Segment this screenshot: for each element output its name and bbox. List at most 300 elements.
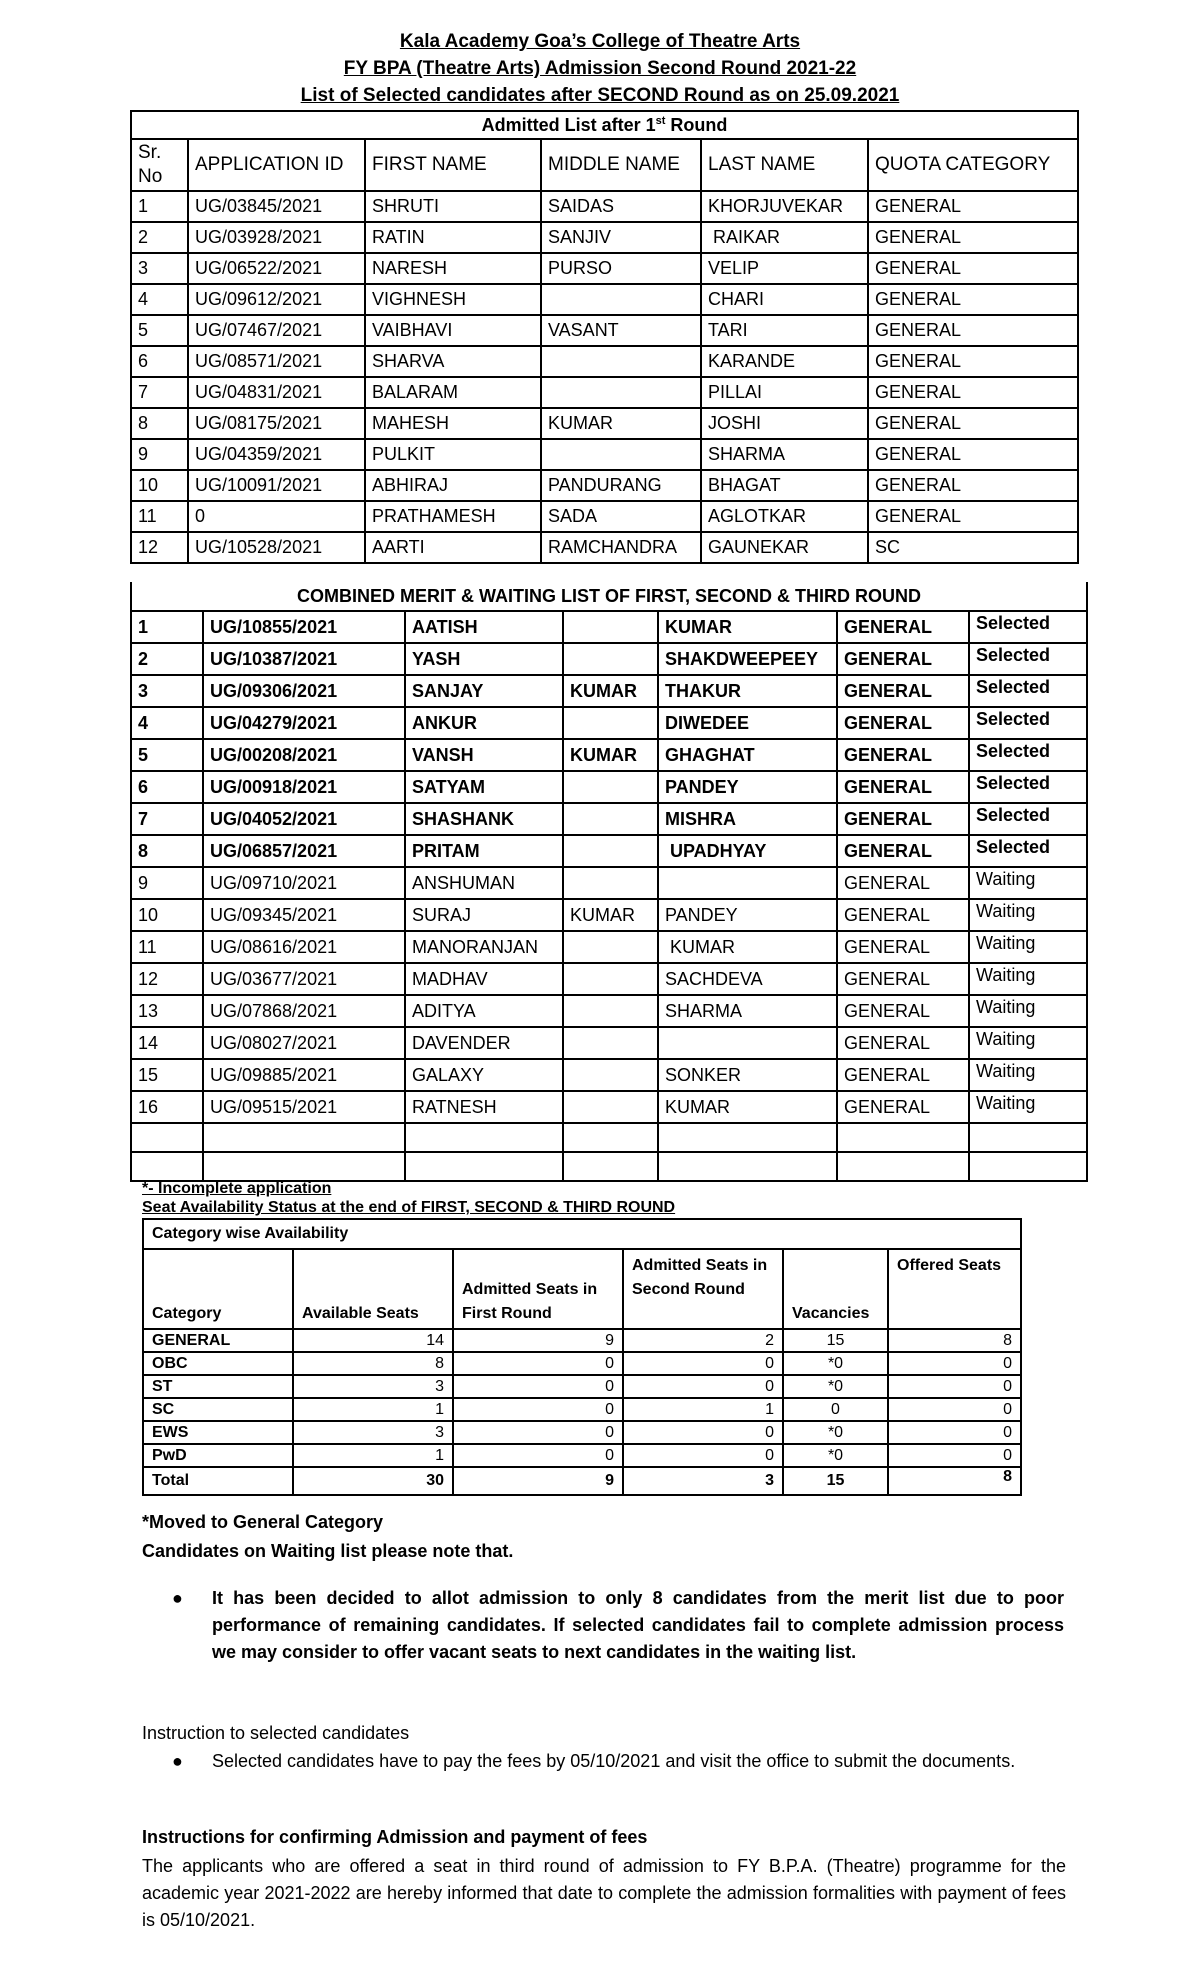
table-row: [131, 867, 1087, 899]
table-cell: SHARMA: [658, 995, 837, 1027]
table-cell: DIWEDEE: [658, 707, 837, 739]
table-cell: GALAXY: [405, 1059, 563, 1091]
table-cell: GENERAL: [837, 899, 969, 931]
table-cell: UPADHYAY: [658, 835, 837, 867]
table-row: [131, 191, 1078, 222]
confirm-heading: Instructions for confirming Admission and payment of fees: [142, 1827, 648, 1847]
table-cell: RAMCHANDRA: [541, 532, 701, 563]
category-cell: ST: [143, 1375, 293, 1398]
table-cell: [563, 835, 658, 867]
table-cell: 3: [131, 675, 203, 707]
table-cell: 7: [131, 803, 203, 835]
table-cell: [563, 1059, 658, 1091]
empty-cell: [658, 1123, 837, 1152]
table-cell: [563, 1027, 658, 1059]
table-cell: GENERAL: [868, 253, 1078, 284]
table-cell: GENERAL: [837, 1091, 969, 1123]
number-cell: 30: [293, 1467, 453, 1495]
number-cell: *0: [783, 1375, 888, 1398]
table-row: [131, 1059, 1087, 1091]
table-cell: KHORJUVEKAR: [701, 191, 868, 222]
table-row: [143, 1444, 1021, 1467]
table-cell: GENERAL: [837, 643, 969, 675]
table-cell: KUMAR: [658, 611, 837, 643]
category-cell: EWS: [143, 1421, 293, 1444]
table-cell: SC: [868, 532, 1078, 563]
table-cell: GENERAL: [837, 835, 969, 867]
table-cell: GENERAL: [837, 1027, 969, 1059]
table-row: [131, 835, 1087, 867]
number-cell: 0: [453, 1375, 623, 1398]
table-row: [131, 995, 1087, 1027]
table-cell: 7: [131, 377, 188, 408]
number-cell: 0: [888, 1421, 1021, 1444]
number-cell: 3: [293, 1375, 453, 1398]
number-cell: 0: [888, 1398, 1021, 1421]
table-cell: YASH: [405, 643, 563, 675]
number-cell: 1: [623, 1398, 783, 1421]
table-cell: SANJAY: [405, 675, 563, 707]
table-cell: 5: [131, 739, 203, 771]
table-cell: 8: [131, 408, 188, 439]
table-cell: UG/09515/2021: [203, 1091, 405, 1123]
table-row: [143, 1352, 1021, 1375]
list-title: List of Selected candidates after SECOND Round as on 25.09.2021: [300, 85, 900, 106]
table-row: [131, 501, 1078, 532]
number-cell: 0: [888, 1375, 1021, 1398]
table-cell: AARTI: [365, 532, 541, 563]
status-cell: Waiting: [969, 995, 1087, 1027]
table-cell: UG/09612/2021: [188, 284, 365, 315]
col-header-category: Category: [143, 1249, 293, 1329]
table-cell: VAIBHAVI: [365, 315, 541, 346]
status-cell: Selected: [969, 835, 1087, 867]
table-cell: UG/09885/2021: [203, 1059, 405, 1091]
table-cell: KUMAR: [563, 899, 658, 931]
table-cell: UG/09345/2021: [203, 899, 405, 931]
table-cell: UG/08027/2021: [203, 1027, 405, 1059]
table-cell: KARANDE: [701, 346, 868, 377]
empty-cell: [405, 1123, 563, 1152]
table-cell: KUMAR: [658, 1091, 837, 1123]
number-cell: *0: [783, 1444, 888, 1467]
table-cell: UG/03845/2021: [188, 191, 365, 222]
table-row: [131, 803, 1087, 835]
table-cell: PANDEY: [658, 771, 837, 803]
table-cell: 15: [131, 1059, 203, 1091]
table-cell: GENERAL: [868, 470, 1078, 501]
table-cell: SHARMA: [701, 439, 868, 470]
number-cell: 14: [293, 1329, 453, 1352]
number-cell: 0: [623, 1444, 783, 1467]
table-cell: GENERAL: [868, 501, 1078, 532]
table-cell: ANKUR: [405, 707, 563, 739]
table-cell: 10: [131, 899, 203, 931]
status-cell: Selected: [969, 675, 1087, 707]
number-cell: 8: [888, 1467, 1021, 1495]
table-cell: AGLOTKAR: [701, 501, 868, 532]
bullet-allot-text: It has been decided to allot admission to only 8 candidates from the merit list due to poor performance of remaining candidates. If selected candidates fail to complete admission process we may consider to offer vacant seats to next candidates in the waiting list.: [212, 1588, 1064, 1662]
category-cell: GENERAL: [143, 1329, 293, 1352]
table-cell: UG/07868/2021: [203, 995, 405, 1027]
table-cell: PULKIT: [365, 439, 541, 470]
empty-row: [131, 1123, 1087, 1152]
table-cell: 13: [131, 995, 203, 1027]
table-cell: [658, 1027, 837, 1059]
table-cell: KUMAR: [563, 739, 658, 771]
table-row: [143, 1421, 1021, 1444]
table-cell: UG/06857/2021: [203, 835, 405, 867]
status-cell: Selected: [969, 707, 1087, 739]
status-cell: Waiting: [969, 1027, 1087, 1059]
table-cell: UG/03928/2021: [188, 222, 365, 253]
number-cell: 0: [623, 1421, 783, 1444]
empty-cell: [658, 1152, 837, 1181]
table-row: [131, 675, 1087, 707]
table-cell: GENERAL: [868, 346, 1078, 377]
table-row: [131, 739, 1087, 771]
number-cell: 0: [623, 1352, 783, 1375]
number-cell: 9: [453, 1467, 623, 1495]
empty-cell: [131, 1123, 203, 1152]
table-cell: RATIN: [365, 222, 541, 253]
merit-list-caption: COMBINED MERIT & WAITING LIST OF FIRST, SECOND & THIRD ROUND: [131, 582, 1087, 611]
table-cell: RATNESH: [405, 1091, 563, 1123]
table-cell: VANSH: [405, 739, 563, 771]
status-cell: Selected: [969, 643, 1087, 675]
admitted-list-caption: Admitted List after 1st Round: [131, 111, 1078, 139]
table-cell: PRATHAMESH: [365, 501, 541, 532]
col-header-first-name: FIRST NAME: [365, 139, 541, 191]
number-cell: *0: [783, 1421, 888, 1444]
table-cell: GHAGHAT: [658, 739, 837, 771]
table-row: [131, 707, 1087, 739]
table-cell: TARI: [701, 315, 868, 346]
table-row: [131, 377, 1078, 408]
number-cell: 0: [453, 1398, 623, 1421]
table-cell: ANSHUMAN: [405, 867, 563, 899]
number-cell: 0: [783, 1398, 888, 1421]
status-cell: Waiting: [969, 899, 1087, 931]
number-cell: *0: [783, 1352, 888, 1375]
empty-cell: [405, 1152, 563, 1181]
table-cell: [541, 346, 701, 377]
table-cell: 4: [131, 284, 188, 315]
status-cell: Selected: [969, 803, 1087, 835]
confirm-paragraph: The applicants who are offered a seat in third round of admission to FY B.P.A. (Theatre) programme for the academic year 2021-2022 are hereby informed that date to complete the admission formalities with payment of fees is 05/10/2021.: [142, 1856, 1066, 1930]
table-cell: PILLAI: [701, 377, 868, 408]
table-cell: 9: [131, 867, 203, 899]
table-cell: KUMAR: [541, 408, 701, 439]
table-cell: MANORANJAN: [405, 931, 563, 963]
empty-cell: [203, 1152, 405, 1181]
category-cell: Total: [143, 1467, 293, 1495]
table-cell: 6: [131, 771, 203, 803]
table-cell: SANJIV: [541, 222, 701, 253]
table-cell: [658, 867, 837, 899]
table-cell: [563, 611, 658, 643]
col-header-application-id: APPLICATION ID: [188, 139, 365, 191]
table-cell: 1: [131, 611, 203, 643]
table-cell: [563, 643, 658, 675]
table-cell: GENERAL: [868, 284, 1078, 315]
table-cell: [563, 771, 658, 803]
table-cell: SADA: [541, 501, 701, 532]
table-row: [131, 284, 1078, 315]
instruction-heading: Instruction to selected candidates: [142, 1723, 410, 1743]
table-cell: GENERAL: [868, 191, 1078, 222]
table-cell: 0: [188, 501, 365, 532]
empty-cell: [837, 1152, 969, 1181]
table-cell: 2: [131, 643, 203, 675]
table-row: [131, 931, 1087, 963]
table-cell: [563, 867, 658, 899]
table-cell: GENERAL: [837, 1059, 969, 1091]
incomplete-note: *- Incomplete application: [142, 1180, 332, 1197]
table-row: [131, 315, 1078, 346]
waiting-note: Candidates on Waiting list please note that.: [142, 1541, 514, 1561]
number-cell: 1: [293, 1444, 453, 1467]
table-cell: SHRUTI: [365, 191, 541, 222]
table-cell: VASANT: [541, 315, 701, 346]
table-row: [131, 1027, 1087, 1059]
number-cell: 3: [623, 1467, 783, 1495]
number-cell: 0: [623, 1375, 783, 1398]
table-cell: GENERAL: [837, 995, 969, 1027]
table-row: [131, 963, 1087, 995]
col-header-vacancies: Vacancies: [783, 1249, 888, 1329]
table-row: [131, 899, 1087, 931]
category-cell: SC: [143, 1398, 293, 1421]
empty-cell: [131, 1152, 203, 1181]
table-cell: THAKUR: [658, 675, 837, 707]
moved-note: *Moved to General Category: [142, 1512, 384, 1532]
table-cell: SURAJ: [405, 899, 563, 931]
table-cell: CHARI: [701, 284, 868, 315]
table-cell: UG/04052/2021: [203, 803, 405, 835]
table-cell: UG/10855/2021: [203, 611, 405, 643]
col-header-last-name: LAST NAME: [701, 139, 868, 191]
table-cell: GENERAL: [868, 377, 1078, 408]
table-cell: VELIP: [701, 253, 868, 284]
number-cell: 8: [293, 1352, 453, 1375]
col-header-sr-no: Sr. No: [131, 139, 188, 191]
table-cell: 11: [131, 931, 203, 963]
table-cell: GENERAL: [837, 675, 969, 707]
col-header-offered-seats: Offered Seats: [888, 1249, 1021, 1329]
table-cell: 12: [131, 532, 188, 563]
table-cell: BHAGAT: [701, 470, 868, 501]
table-cell: SAIDAS: [541, 191, 701, 222]
number-cell: 3: [293, 1421, 453, 1444]
table-cell: JOSHI: [701, 408, 868, 439]
category-cell: PwD: [143, 1444, 293, 1467]
table-cell: KUMAR: [658, 931, 837, 963]
table-cell: SONKER: [658, 1059, 837, 1091]
table-cell: UG/08175/2021: [188, 408, 365, 439]
seat-status-heading: Seat Availability Status at the end of FIRST, SECOND & THIRD ROUND: [142, 1199, 676, 1216]
table-cell: 5: [131, 315, 188, 346]
table-cell: GENERAL: [868, 439, 1078, 470]
table-cell: UG/07467/2021: [188, 315, 365, 346]
table-cell: [563, 707, 658, 739]
table-cell: GENERAL: [837, 611, 969, 643]
table-row: [131, 771, 1087, 803]
table-cell: UG/09710/2021: [203, 867, 405, 899]
status-cell: Waiting: [969, 1091, 1087, 1123]
table-row: [131, 346, 1078, 377]
table-cell: SATYAM: [405, 771, 563, 803]
table-cell: 16: [131, 1091, 203, 1123]
table-cell: UG/10528/2021: [188, 532, 365, 563]
table-cell: GENERAL: [837, 867, 969, 899]
table-cell: DAVENDER: [405, 1027, 563, 1059]
status-cell: Waiting: [969, 963, 1087, 995]
table-cell: SACHDEVA: [658, 963, 837, 995]
table-row: [131, 643, 1087, 675]
table-cell: UG/10091/2021: [188, 470, 365, 501]
table-cell: AATISH: [405, 611, 563, 643]
number-cell: 0: [888, 1444, 1021, 1467]
table-cell: GENERAL: [837, 963, 969, 995]
table-cell: GAUNEKAR: [701, 532, 868, 563]
table-cell: 1: [131, 191, 188, 222]
table-cell: UG/04279/2021: [203, 707, 405, 739]
table-cell: [563, 803, 658, 835]
table-cell: 6: [131, 346, 188, 377]
college-title: Kala Academy Goa’s College of Theatre Arts: [399, 31, 801, 52]
empty-cell: [563, 1152, 658, 1181]
table-cell: UG/00918/2021: [203, 771, 405, 803]
table-cell: SHASHANK: [405, 803, 563, 835]
empty-cell: [969, 1123, 1087, 1152]
table-cell: 11: [131, 501, 188, 532]
status-cell: Waiting: [969, 931, 1087, 963]
col-header-middle-name: MIDDLE NAME: [541, 139, 701, 191]
table-row: [143, 1375, 1021, 1398]
table-cell: [563, 931, 658, 963]
table-cell: GENERAL: [837, 707, 969, 739]
seat-table-caption: Category wise Availability: [143, 1219, 1021, 1249]
status-cell: Selected: [969, 611, 1087, 643]
empty-cell: [563, 1123, 658, 1152]
table-cell: PRITAM: [405, 835, 563, 867]
table-row: [131, 222, 1078, 253]
table-cell: GENERAL: [868, 222, 1078, 253]
number-cell: 15: [783, 1467, 888, 1495]
empty-cell: [203, 1123, 405, 1152]
table-cell: PURSO: [541, 253, 701, 284]
number-cell: 15: [783, 1329, 888, 1352]
table-cell: PANDEY: [658, 899, 837, 931]
table-cell: 4: [131, 707, 203, 739]
table-cell: 10: [131, 470, 188, 501]
bullet-pay-fees-text: Selected candidates have to pay the fees by 05/10/2021 and visit the office to submit the documents.: [212, 1751, 1016, 1771]
table-cell: UG/10387/2021: [203, 643, 405, 675]
status-cell: Waiting: [969, 1059, 1087, 1091]
table-row: [131, 532, 1078, 563]
table-cell: GENERAL: [837, 739, 969, 771]
table-cell: SHAKDWEEPEEY: [658, 643, 837, 675]
table-cell: UG/06522/2021: [188, 253, 365, 284]
table-cell: GENERAL: [868, 315, 1078, 346]
table-cell: [541, 377, 701, 408]
table-row: [131, 470, 1078, 501]
status-cell: Selected: [969, 739, 1087, 771]
merit-waiting-table: [130, 582, 1088, 1182]
table-cell: 8: [131, 835, 203, 867]
bullet-dot-icon: ●: [172, 1588, 183, 1608]
number-cell: 0: [888, 1352, 1021, 1375]
table-cell: GENERAL: [837, 803, 969, 835]
table-cell: UG/04831/2021: [188, 377, 365, 408]
table-row: [131, 253, 1078, 284]
empty-cell: [969, 1152, 1087, 1181]
table-cell: MAHESH: [365, 408, 541, 439]
table-cell: MADHAV: [405, 963, 563, 995]
table-cell: RAIKAR: [701, 222, 868, 253]
table-cell: 3: [131, 253, 188, 284]
table-cell: [541, 284, 701, 315]
number-cell: 0: [453, 1444, 623, 1467]
table-cell: GENERAL: [868, 408, 1078, 439]
bullet-dot-icon: ●: [172, 1751, 183, 1771]
table-cell: [563, 1091, 658, 1123]
table-cell: ABHIRAJ: [365, 470, 541, 501]
number-cell: 9: [453, 1329, 623, 1352]
table-cell: UG/04359/2021: [188, 439, 365, 470]
table-cell: 12: [131, 963, 203, 995]
col-header-available-seats: Available Seats: [293, 1249, 453, 1329]
table-cell: 2: [131, 222, 188, 253]
table-cell: 9: [131, 439, 188, 470]
table-cell: UG/00208/2021: [203, 739, 405, 771]
table-cell: UG/08616/2021: [203, 931, 405, 963]
admission-title: FY BPA (Theatre Arts) Admission Second Round 2021-22: [343, 58, 857, 79]
status-cell: Selected: [969, 771, 1087, 803]
table-row: [131, 611, 1087, 643]
table-cell: SHARVA: [365, 346, 541, 377]
table-cell: UG/08571/2021: [188, 346, 365, 377]
empty-row: [131, 1152, 1087, 1181]
status-cell: Waiting: [969, 867, 1087, 899]
table-cell: MISHRA: [658, 803, 837, 835]
table-cell: [563, 963, 658, 995]
category-cell: OBC: [143, 1352, 293, 1375]
table-cell: NARESH: [365, 253, 541, 284]
table-cell: KUMAR: [563, 675, 658, 707]
table-cell: UG/03677/2021: [203, 963, 405, 995]
table-cell: GENERAL: [837, 771, 969, 803]
col-header-quota-category: QUOTA CATEGORY: [868, 139, 1078, 191]
number-cell: 0: [453, 1352, 623, 1375]
table-cell: ADITYA: [405, 995, 563, 1027]
total-row: [143, 1467, 1021, 1495]
col-header-admitted-second: Admitted Seats in Second Round: [623, 1249, 783, 1329]
table-row: [131, 439, 1078, 470]
table-cell: UG/09306/2021: [203, 675, 405, 707]
table-row: [131, 408, 1078, 439]
number-cell: 1: [293, 1398, 453, 1421]
admitted-list-table: [130, 110, 1079, 564]
empty-cell: [837, 1123, 969, 1152]
table-cell: PANDURANG: [541, 470, 701, 501]
table-cell: BALARAM: [365, 377, 541, 408]
table-cell: GENERAL: [837, 931, 969, 963]
seat-availability-table: [142, 1218, 1022, 1496]
table-row: [143, 1398, 1021, 1421]
table-cell: [541, 439, 701, 470]
